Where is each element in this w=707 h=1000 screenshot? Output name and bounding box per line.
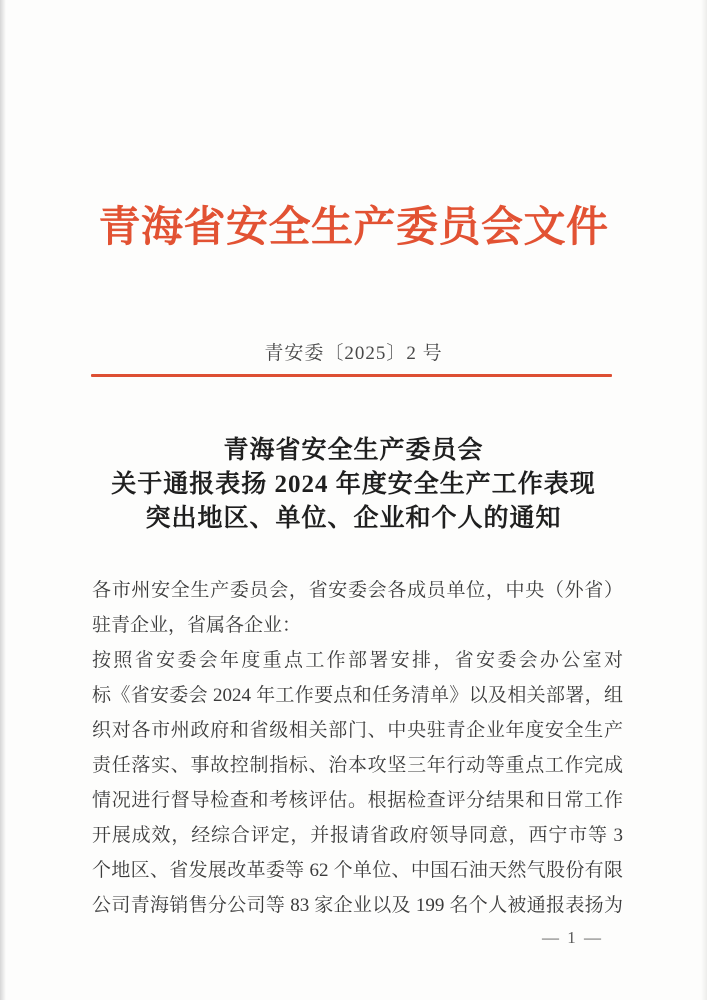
paragraph-line: 责任落实、事故控制指标、治本攻坚三年行动等重点工作完成 bbox=[92, 755, 623, 776]
paragraph-line: 织对各市州政府和省级相关部门、中央驻青企业年度安全生产 bbox=[92, 720, 623, 741]
document-number: 青安委〔2025〕2 号 bbox=[264, 343, 443, 364]
salutation-line: 各市州安全生产委员会，省安委会各成员单位，中央（外省） bbox=[92, 580, 623, 601]
document-title-line: 青海省安全生产委员会 bbox=[223, 437, 484, 464]
salutation-line: 驻青企业，省属各企业： bbox=[92, 615, 302, 636]
document-title-line: 突出地区、单位、企业和个人的通知 bbox=[145, 505, 562, 532]
document-title bbox=[0, 434, 707, 536]
paragraph-line: 标《省安委会 2024 年工作要点和任务清单》以及相关部署，组 bbox=[92, 685, 623, 706]
paragraph-line: 按照省安委会年度重点工作部署安排，省安委会办公室对 bbox=[92, 650, 623, 671]
paragraph-line: 个地区、省发展改革委等 62 个单位、中国石油天然气股份有限 bbox=[92, 860, 623, 881]
document-body bbox=[92, 573, 623, 923]
page-number: — 1 — bbox=[542, 928, 603, 947]
red-divider-line bbox=[91, 374, 612, 377]
paragraph-line: 情况进行督导检查和考核评估。根据检查评分结果和日常工作 bbox=[92, 790, 623, 811]
paragraph-line: 公司青海销售分公司等 83 家企业以及 199 名个人被通报表扬为 bbox=[92, 895, 623, 916]
salutation bbox=[92, 573, 623, 643]
letterhead-title: 青海省安全生产委员会文件 bbox=[98, 205, 609, 251]
main-paragraph bbox=[92, 643, 623, 923]
paragraph-line: 开展成效，经综合评定，并报请省政府领导同意，西宁市等 3 bbox=[92, 825, 623, 846]
document-title-line: 关于通报表扬 2024 年度安全生产工作表现 bbox=[111, 471, 596, 498]
